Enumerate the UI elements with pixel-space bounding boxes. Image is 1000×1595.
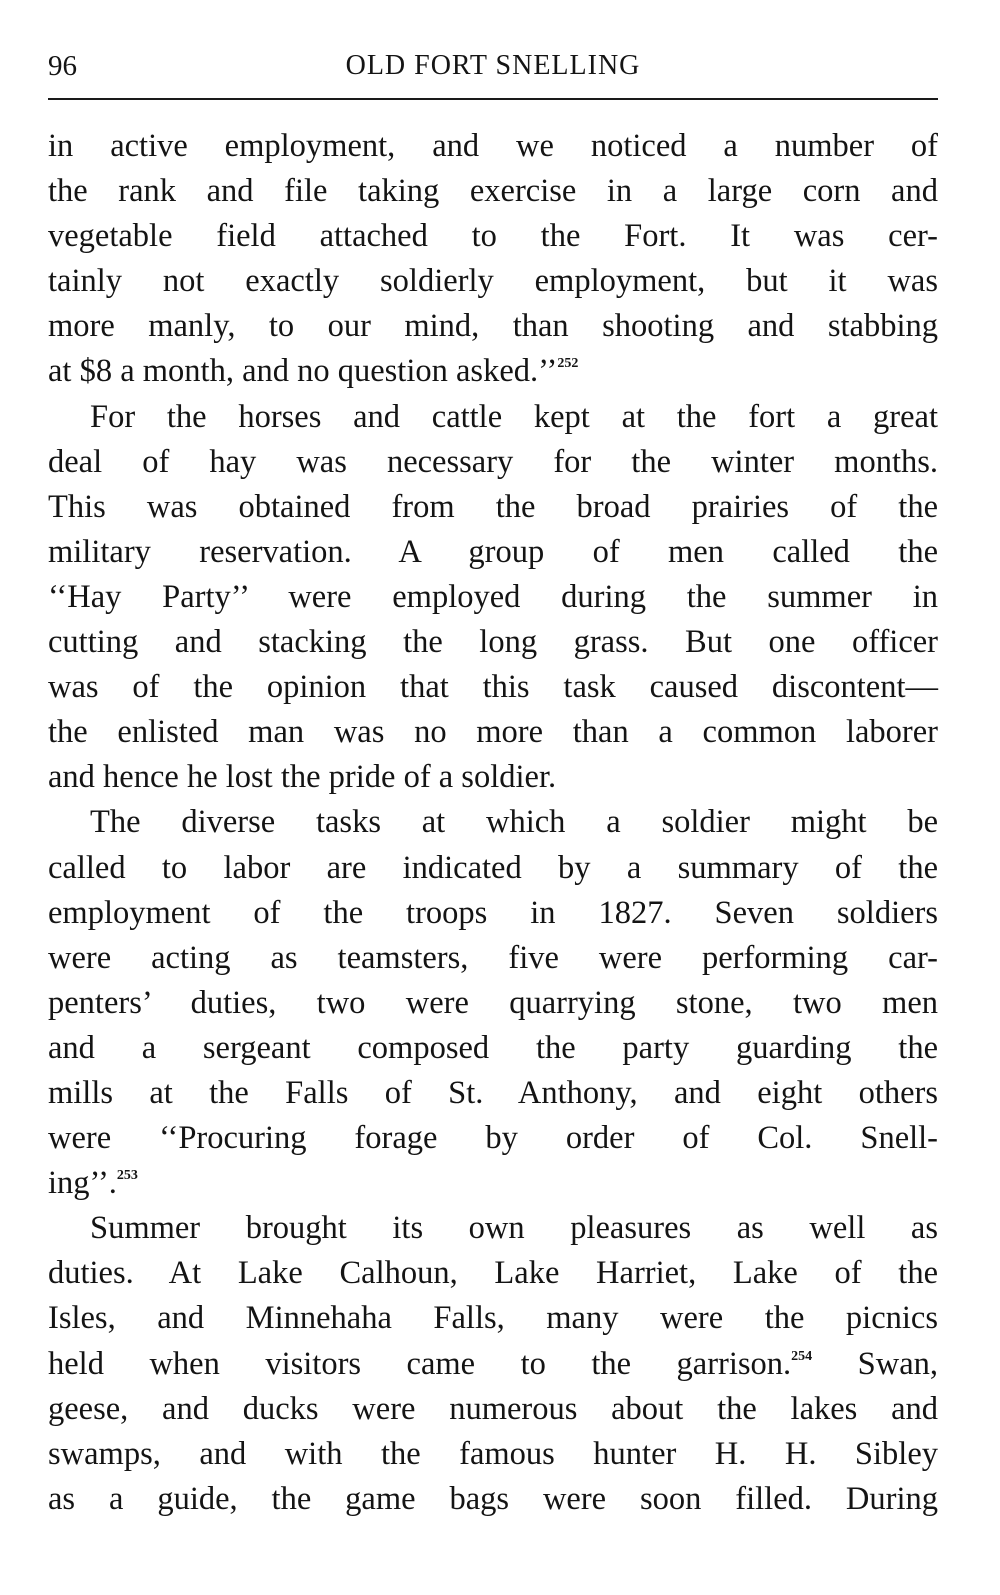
line-text: were ‘‘Procuring forage by order of Col. Snell-	[48, 1120, 938, 1157]
line-text: held when visitors came to the garrison.	[48, 1345, 792, 1382]
text-line	[48, 665, 938, 710]
text-line	[48, 620, 938, 665]
text-line	[48, 1387, 938, 1432]
line-text: military reservation. A group of men called the	[48, 533, 938, 570]
text-line	[48, 575, 938, 620]
line-text: as a guide, the game bags were soon filled. During	[48, 1480, 938, 1517]
line-text: and hence he lost the pride of a soldier.	[48, 759, 557, 796]
text-line	[48, 1116, 938, 1161]
line-text: were acting as teamsters, five were performing car-	[48, 939, 938, 976]
line-text: employment of the troops in 1827. Seven soldiers	[48, 894, 938, 931]
text-line	[48, 124, 938, 169]
page-header	[48, 46, 938, 86]
line-text-tail: Swan,	[812, 1345, 938, 1382]
line-text: and a sergeant composed the party guarding the	[48, 1029, 938, 1066]
line-text: ing’’.	[48, 1165, 117, 1202]
text-line	[48, 1251, 938, 1296]
text-line	[48, 1477, 938, 1522]
line-text: For the horses and cattle kept at the fort a great	[90, 398, 938, 435]
line-text: penters’ duties, two were quarrying stone, two men	[48, 984, 938, 1021]
text-line	[48, 710, 938, 755]
text-line	[48, 530, 938, 575]
line-text: tainly not exactly soldierly employment, but it was	[48, 263, 938, 300]
text-line	[48, 755, 938, 800]
line-text: mills at the Falls of St. Anthony, and eight others	[48, 1074, 938, 1111]
line-text: cutting and stacking the long grass. But one officer	[48, 624, 938, 661]
body-text	[48, 124, 938, 1522]
line-text: ‘‘Hay Party’’ were employed during the summer in	[48, 578, 938, 615]
line-text: at $8 a month, and no question asked.’’	[48, 353, 558, 390]
footnote-ref: 254	[791, 1348, 813, 1364]
header-rule	[48, 98, 938, 100]
text-line	[48, 891, 938, 936]
line-text: vegetable field attached to the Fort. It was cer-	[48, 218, 938, 255]
text-line	[48, 304, 938, 349]
line-text: more manly, to our mind, than shooting and stabbing	[48, 308, 938, 345]
line-text: the enlisted man was no more than a common laborer	[48, 714, 938, 751]
line-text: geese, and ducks were numerous about the lakes and	[48, 1390, 938, 1427]
line-text: called to labor are indicated by a summary of the	[48, 849, 938, 886]
text-line	[48, 1432, 938, 1477]
text-line	[48, 800, 938, 845]
text-line	[48, 485, 938, 530]
text-line	[48, 1026, 938, 1071]
text-line	[48, 1161, 938, 1206]
footnote-ref: 253	[116, 1168, 138, 1184]
text-line	[48, 395, 938, 440]
running-title: OLD FORT SNELLING	[345, 50, 641, 81]
text-line	[48, 349, 938, 394]
line-text: swamps, and with the famous hunter H. H. Sibley	[48, 1435, 938, 1472]
line-text: duties. At Lake Calhoun, Lake Harriet, Lake of the	[48, 1255, 938, 1292]
text-line	[48, 936, 938, 981]
line-text: the rank and file taking exercise in a large corn and	[48, 173, 938, 210]
text-line	[48, 846, 938, 891]
footnote-ref: 252	[557, 356, 579, 372]
text-line	[48, 1296, 938, 1341]
text-line	[48, 440, 938, 485]
text-line	[48, 1206, 938, 1251]
line-text: deal of hay was necessary for the winter months.	[48, 443, 938, 480]
line-text: Isles, and Minnehaha Falls, many were the picnics	[48, 1300, 938, 1337]
text-line	[48, 169, 938, 214]
line-text: This was obtained from the broad prairies of the	[48, 488, 938, 525]
line-text: Summer brought its own pleasures as well as	[90, 1210, 938, 1247]
line-text: in active employment, and we noticed a number of	[48, 128, 938, 164]
line-text: The diverse tasks at which a soldier might be	[90, 804, 938, 841]
line-text: was of the opinion that this task caused discontent—	[48, 669, 938, 706]
text-line	[48, 214, 938, 259]
text-line	[48, 1071, 938, 1116]
text-line	[48, 981, 938, 1026]
text-line	[48, 1342, 938, 1387]
page-number: 96	[48, 50, 77, 82]
text-line	[48, 259, 938, 304]
